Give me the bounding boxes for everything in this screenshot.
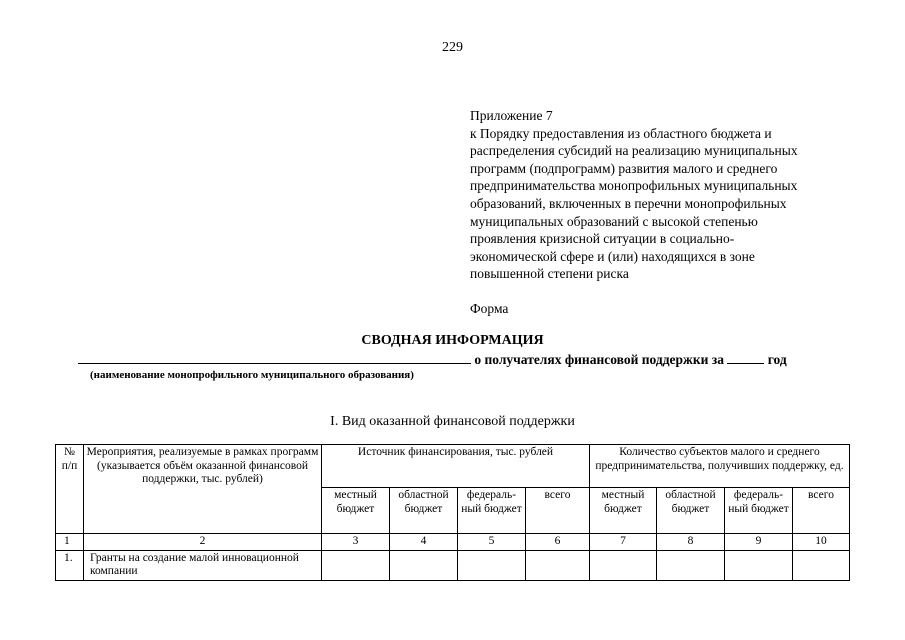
- col-number: 1: [56, 534, 84, 551]
- appendix-line: образований, включенных в перечни монопрофильных: [470, 195, 787, 211]
- cell-local-budget: [322, 550, 390, 580]
- col-number: 4: [390, 534, 458, 551]
- appendix-block: [470, 107, 870, 283]
- col-number: 7: [590, 534, 657, 551]
- col-number: 2: [84, 534, 322, 551]
- appendix-line: повышенной степени риска: [470, 266, 629, 282]
- section-title: I. Вид оказанной финансовой поддержки: [330, 414, 575, 429]
- header-regional-budget: областной бюджет: [390, 488, 458, 534]
- municipality-blank: [78, 351, 471, 364]
- header-total: всего: [526, 488, 590, 534]
- table-row: [56, 550, 850, 580]
- appendix-line: экономической сфере и (или) находящихся в зоне: [470, 248, 755, 264]
- header-total-count: всего: [793, 488, 850, 534]
- header-measures: Мероприятия, реализуемые в рамках программ (указывается объём оказанной финансовой поддержки, тыс. рублей): [84, 445, 322, 534]
- col-number: 6: [526, 534, 590, 551]
- row-measure: Гранты на создание малой инновационной компании: [84, 550, 322, 580]
- document-title: СВОДНАЯ ИНФОРМАЦИЯ: [361, 333, 544, 348]
- appendix-line: предпринимательства монопрофильных муниципальных: [470, 178, 798, 194]
- col-number: 10: [793, 534, 850, 551]
- col-number: 3: [322, 534, 390, 551]
- cell-local-budget-count: [590, 550, 657, 580]
- support-table: [55, 444, 850, 581]
- subtitle-year-text: год: [767, 352, 787, 367]
- cell-regional-budget-count: [657, 550, 725, 580]
- header-federal-budget: федераль-ный бюджет: [458, 488, 526, 534]
- header-funding-source: Источник финансирования, тыс. рублей: [322, 445, 590, 488]
- header-entity-count: Количество субъектов малого и среднего предпринимательства, получивших поддержку, ед.: [590, 445, 850, 488]
- cell-regional-budget: [390, 550, 458, 580]
- appendix-line: проявления кризисной ситуации в социально-: [470, 231, 735, 247]
- appendix-line: Приложение 7: [470, 108, 553, 123]
- appendix-line: муниципальных образований с высокой степенью: [470, 213, 758, 229]
- subtitle-text: о получателях финансовой поддержки за: [474, 352, 724, 367]
- appendix-line: распределения субсидий на реализацию муниципальных: [470, 143, 798, 159]
- header-num: № п/п: [56, 445, 84, 534]
- cell-federal-budget: [458, 550, 526, 580]
- document-subtitle: [78, 351, 787, 368]
- appendix-line: программ (подпрограмм) развития малого и среднего: [470, 160, 778, 176]
- cell-total-count: [793, 550, 850, 580]
- column-number-row: [56, 534, 850, 551]
- header-local-budget: местный бюджет: [322, 488, 390, 534]
- col-number: 8: [657, 534, 725, 551]
- col-number: 5: [458, 534, 526, 551]
- header-regional-budget-count: областной бюджет: [657, 488, 725, 534]
- year-blank: [727, 351, 764, 364]
- col-number: 9: [725, 534, 793, 551]
- header-local-budget-count: местный бюджет: [590, 488, 657, 534]
- row-num: 1.: [56, 550, 84, 580]
- page-number: 229: [442, 40, 463, 55]
- cell-total: [526, 550, 590, 580]
- appendix-line: к Порядку предоставления из областного бюджета и: [470, 125, 772, 141]
- form-label: Форма: [470, 301, 509, 316]
- municipality-caption: (наименование монопрофильного муниципального образования): [90, 369, 414, 381]
- cell-federal-budget-count: [725, 550, 793, 580]
- header-federal-budget-count: федераль-ный бюджет: [725, 488, 793, 534]
